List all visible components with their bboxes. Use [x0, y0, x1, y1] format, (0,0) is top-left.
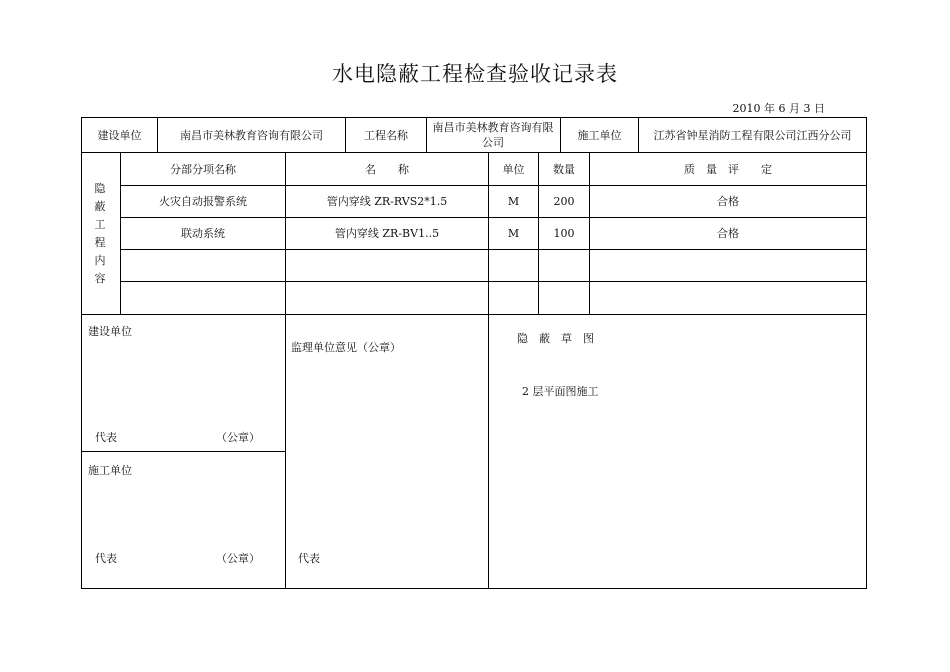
- construct-unit-label: 施工单位: [577, 128, 622, 142]
- col-item-header: 分部分项名称: [170, 162, 236, 176]
- col-qty-header: 数量: [553, 162, 575, 176]
- row-name: [286, 250, 488, 281]
- bottom-construct-unit-label: 施工单位: [88, 464, 132, 477]
- row-item: 联动系统: [181, 227, 225, 240]
- row-quality: 合格: [717, 227, 739, 240]
- row-quality: [590, 282, 866, 314]
- col-quality-header: 质 量 评 定: [684, 162, 772, 176]
- row-unit: M: [507, 227, 520, 240]
- build-unit-value: 南昌市美林教育咨询有限公司: [180, 128, 323, 142]
- sketch-title: 隐 蔽 草 图: [517, 332, 594, 345]
- row-name: [286, 282, 488, 314]
- row-name: 管内穿线 ZR-BV1..5: [334, 227, 440, 240]
- col-name-header: 名 称: [365, 162, 409, 176]
- row-item: 火灾自动报警系统: [159, 195, 247, 208]
- sketch-note: 2 层平面图施工: [522, 385, 599, 398]
- construct-seal-label: （公章）: [216, 552, 260, 565]
- row-unit: [489, 250, 538, 281]
- row-quality: 合格: [717, 195, 739, 208]
- record-date: 2010 年 6 月 3 日: [732, 102, 825, 115]
- project-name-value: 南昌市美林教育咨询有限公司: [432, 121, 554, 149]
- row-name: 管内穿线 ZR-RVS2*1.5: [326, 195, 448, 208]
- row-item: [121, 250, 285, 281]
- row-qty: [539, 250, 589, 281]
- construct-rep-label: 代表: [95, 552, 117, 565]
- row-quality: [590, 250, 866, 281]
- row-qty: 200: [553, 195, 575, 208]
- supervision-opinion-label: 监理单位意见（公章）: [291, 341, 401, 354]
- project-name-label: 工程名称: [364, 128, 408, 142]
- construct-unit-value: 江苏省钟星消防工程有限公司江西分公司: [653, 128, 852, 142]
- row-qty: 100: [553, 227, 575, 240]
- bottom-build-unit-label: 建设单位: [88, 325, 132, 338]
- supervision-rep-label: 代表: [298, 552, 320, 565]
- hidden-works-label: 隐 蔽 工 程 内 容: [94, 182, 106, 285]
- row-unit: [489, 282, 538, 314]
- col-unit-header: 单位: [502, 162, 525, 176]
- build-rep-label: 代表: [95, 431, 117, 444]
- row-qty: [539, 282, 589, 314]
- document-title: 水电隐蔽工程检查验收记录表: [332, 62, 618, 86]
- row-item: [121, 282, 285, 314]
- build-unit-label: 建设单位: [97, 128, 142, 142]
- build-seal-label: （公章）: [216, 431, 260, 444]
- row-unit: M: [507, 195, 520, 208]
